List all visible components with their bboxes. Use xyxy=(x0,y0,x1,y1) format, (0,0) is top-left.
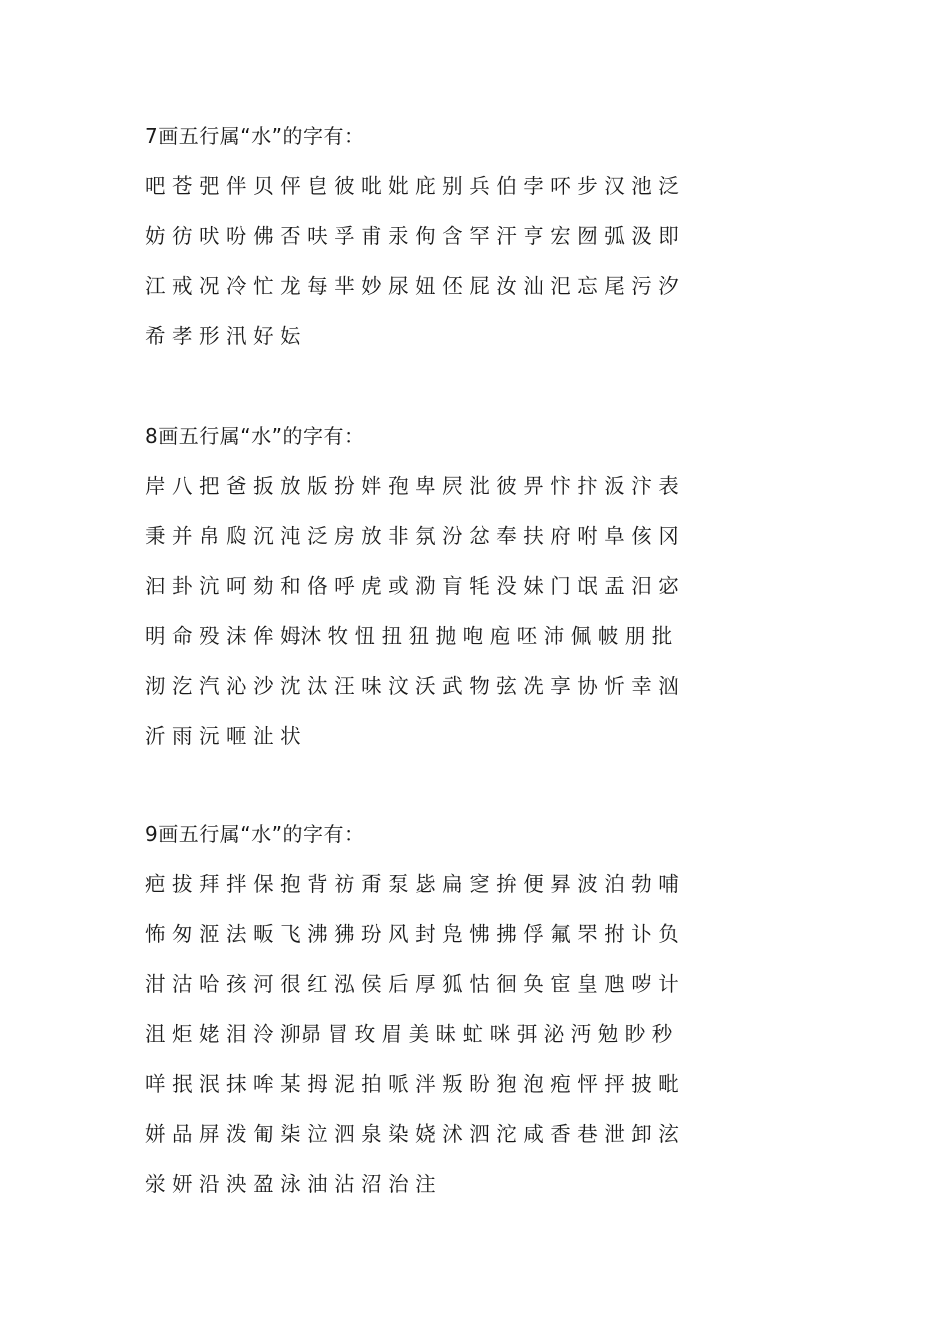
character-line: 秉 并 帛 瓝 沉 沌 泛 房 放 非 氛 汾 忿 奉 扶 府 咐 阜 侅 冈 xyxy=(145,524,679,548)
section-heading: 9画五行属“水”的字有： xyxy=(145,822,365,846)
character-line: 沮 炬 姥 泪 泠 泖昴 冒 玫 眉 美 昧 虻 咪 弭 泌 沔 勉 眇 秒 xyxy=(145,1022,673,1046)
character-line: 泶 妍 沿 泱 盈 泳 油 沾 沼 治 注 xyxy=(145,1172,436,1196)
character-line: 吧 苍 弝 伴 贝 伻 皀 彼 吡 妣 庇 别 兵 伯 孛 吥 步 汉 池 泛 xyxy=(145,174,679,198)
character-line: 疤 拔 拜 拌 保 抱 背 祊 甭 泵 毖 扁 窆 拚 便 昪 波 泊 勃 哺 xyxy=(145,872,679,896)
character-line: 泔 沽 哈 孩 河 很 红 泓 侯 后 厚 狐 怙 徊 奂 宦 皇 虺 哕 计 xyxy=(145,972,679,996)
character-line: 希 孝 形 汛 好 妘 xyxy=(145,324,301,348)
section-heading: 7画五行属“水”的字有： xyxy=(145,124,365,148)
stroke-7-section xyxy=(145,121,825,371)
character-line: 岸 八 把 爸 扳 放 版 扮 姅 孢 卑 屄 沘 彼 畀 忭 抃 汳 汴 表 xyxy=(145,474,679,498)
character-line: 汩 卦 沆 呵 劾 和 佫 呼 虎 或 泐 肓 牦 没 妹 门 氓 盂 汨 宓 xyxy=(145,574,679,598)
stroke-8-section xyxy=(145,421,825,771)
character-line: 怖 匆 洍 法 畈 飞 沸 狒 玢 风 封 凫 怫 拂 俘 氟 罘 拊 讣 负 xyxy=(145,922,679,946)
character-line: 明 命 殁 沫 侔 姆沐 牧 忸 扭 狃 抛 咆 庖 呸 沛 佩 帔 朋 批 xyxy=(145,624,673,648)
character-line: 江 戒 况 冷 忙 龙 每 芈 妙 尿 妞 伾 屁 汝 汕 汜 忘 尾 污 汐 xyxy=(145,274,679,298)
stroke-9-section xyxy=(145,819,825,1219)
section-heading: 8画五行属“水”的字有： xyxy=(145,424,365,448)
character-line: 沏 汔 汽 沁 沙 沈 汰 汪 味 汶 沃 武 物 弦 冼 享 协 忻 幸 汹 xyxy=(145,674,679,698)
character-list xyxy=(145,171,825,371)
character-list xyxy=(145,471,825,771)
character-line: 沂 雨 沅 咂 沚 状 xyxy=(145,724,301,748)
character-line: 咩 抿 泯 抹 哞 某 拇 泥 拍 哌 泮 叛 盼 狍 泡 疱 怦 抨 披 毗 xyxy=(145,1072,679,1096)
character-list xyxy=(145,869,825,1219)
character-line: 姘 品 屏 泼 匍 柒 泣 泗 泉 染 娆 沭 泗 沱 咸 香 巷 泄 卸 泫 xyxy=(145,1122,679,1146)
character-line: 妨 彷 吠 吩 佛 否 呋 孚 甫 汞 佝 含 罕 汗 亨 宏 囫 弧 汲 即 xyxy=(145,224,679,248)
